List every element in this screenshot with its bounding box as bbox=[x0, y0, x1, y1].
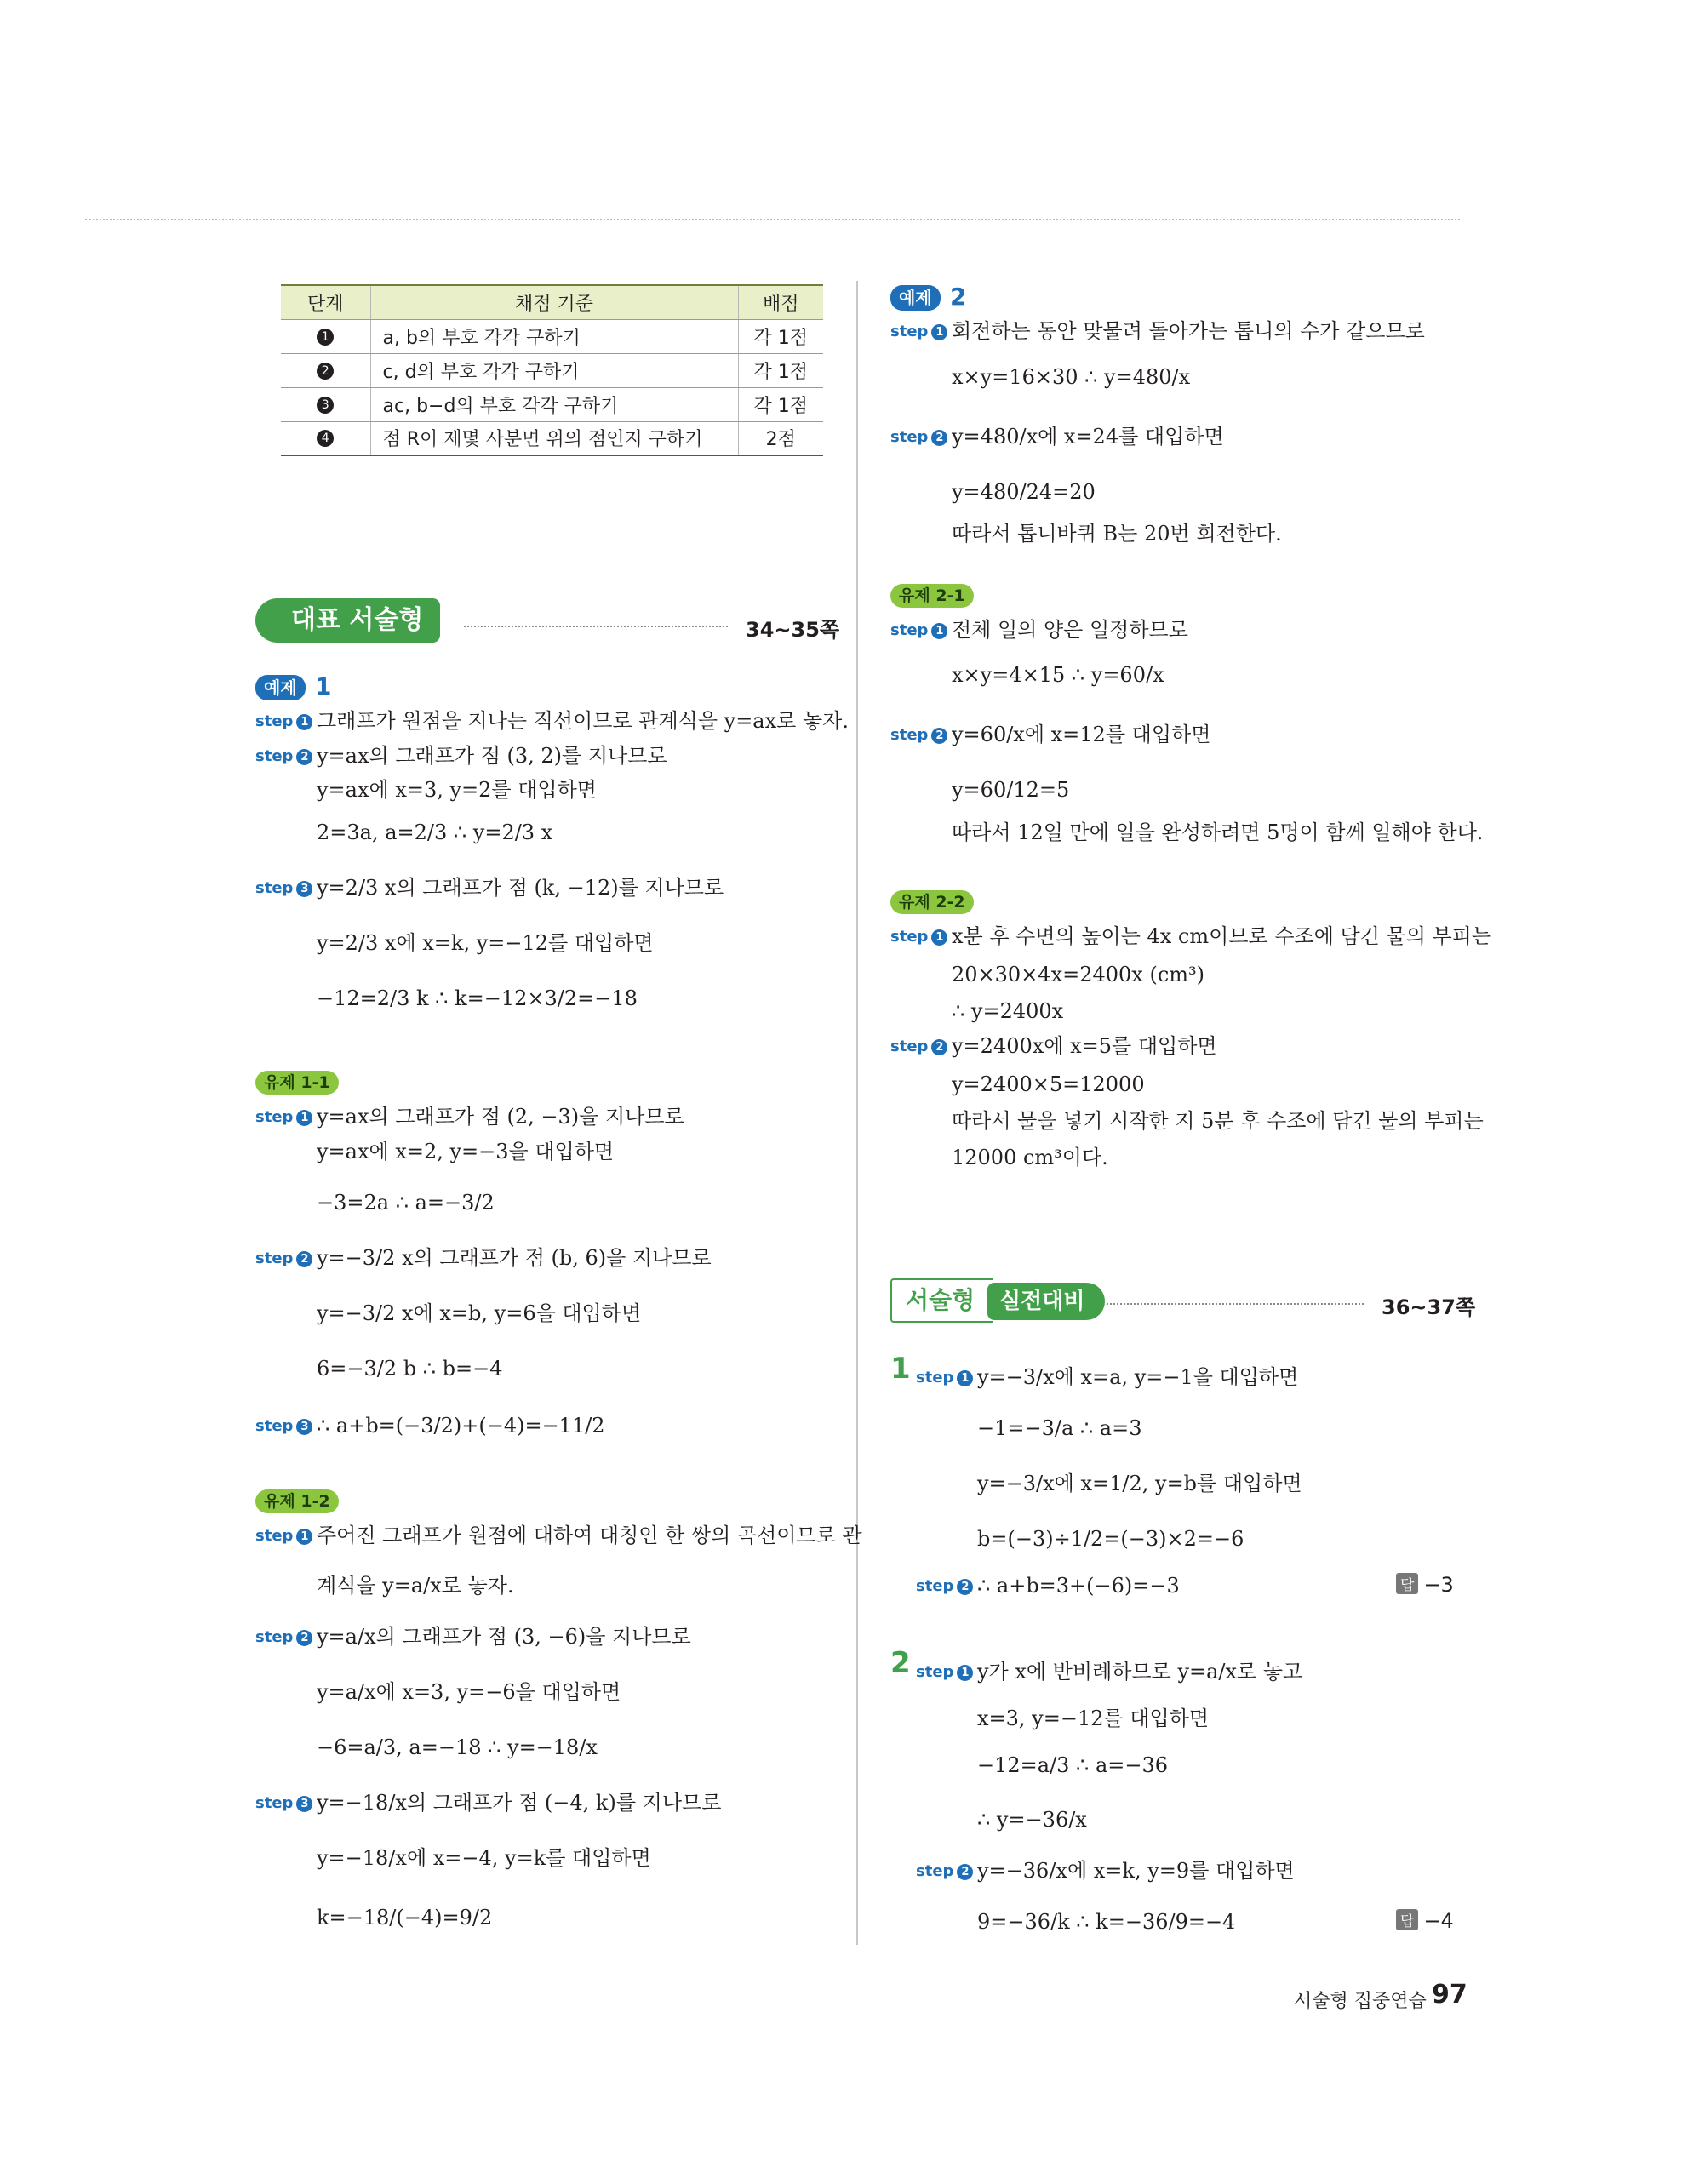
solution-line: y=−3/x에 x=1/2, y=b를 대입하면 bbox=[977, 1472, 1302, 1495]
table-header-row bbox=[281, 285, 823, 319]
solution-line: y=a/x의 그래프가 점 (3, −6)을 지나므로 bbox=[317, 1625, 691, 1649]
example-tag: 예제 bbox=[890, 285, 941, 311]
solution-line: y=2/3 x에 x=k, y=−12를 대입하면 bbox=[317, 931, 654, 955]
step-label: step 2 bbox=[890, 1038, 947, 1055]
step-number-badge: 3 bbox=[296, 1419, 312, 1435]
solution-line: y=−3/2 x의 그래프가 점 (b, 6)을 지나므로 bbox=[317, 1246, 712, 1270]
solution-line: x분 후 수면의 높이는 4x cm이므로 수조에 담긴 물의 부피는 bbox=[952, 924, 1492, 948]
step-label: step 1 bbox=[916, 1663, 973, 1681]
solution-line: y=480/24=20 bbox=[952, 480, 1096, 504]
step-number-badge: 2 bbox=[931, 728, 947, 744]
answer-value: −4 bbox=[1423, 1909, 1454, 1933]
table-cell-points: 2점 bbox=[738, 421, 823, 455]
solution-line: ∴ y=2400x bbox=[952, 999, 1064, 1023]
scoring-table bbox=[281, 284, 823, 456]
solution-line: −12=2/3 k ∴ k=−12×3/2=−18 bbox=[317, 986, 638, 1010]
example-number: 1 bbox=[315, 672, 332, 700]
problem-number: 2 bbox=[890, 1646, 911, 1680]
step-label: step 1 bbox=[890, 323, 947, 340]
solution-line: 따라서 12일 만에 일을 완성하려면 5명이 함께 일해야 한다. bbox=[952, 820, 1484, 844]
column-divider bbox=[856, 281, 858, 1945]
section-dotted-leader bbox=[464, 626, 728, 627]
step-label: step 3 bbox=[255, 1794, 312, 1812]
step-number-badge: 3 bbox=[317, 397, 334, 414]
exercise-tag: 유제 2-2 bbox=[890, 890, 974, 914]
step-number-badge: 3 bbox=[296, 881, 312, 897]
table-cell-criterion: a, b의 부호 각각 구하기 bbox=[370, 319, 738, 353]
solution-line: 12000 cm³이다. bbox=[952, 1146, 1108, 1169]
table-header-points: 배점 bbox=[738, 285, 823, 319]
solution-line: b=(−3)÷1/2=(−3)×2=−6 bbox=[977, 1527, 1244, 1551]
solution-line: y=60/x에 x=12를 대입하면 bbox=[952, 723, 1211, 746]
exercise-tag: 유제 1-1 bbox=[255, 1071, 339, 1095]
solution-line: 2=3a, a=2/3 ∴ y=2/3 x bbox=[317, 820, 553, 844]
table-row bbox=[281, 353, 823, 387]
solution-line: x×y=4×15 ∴ y=60/x bbox=[952, 663, 1164, 687]
step-label: step 1 bbox=[890, 621, 947, 639]
solution-line: 주어진 그래프가 원점에 대하여 대칭인 한 쌍의 곡선이므로 관 bbox=[317, 1524, 862, 1547]
table-cell-points: 각 1점 bbox=[738, 353, 823, 387]
step-label: step 2 bbox=[916, 1577, 973, 1595]
solution-line: y=ax의 그래프가 점 (2, −3)을 지나므로 bbox=[317, 1105, 684, 1129]
problem-number: 1 bbox=[890, 1352, 911, 1386]
solution-line: y=2/3 x의 그래프가 점 (k, −12)를 지나므로 bbox=[317, 876, 724, 900]
solution-line: 회전하는 동안 맞물려 돌아가는 톱니의 수가 같으므로 bbox=[952, 319, 1425, 343]
solution-line: −3=2a ∴ a=−3/2 bbox=[317, 1191, 495, 1215]
step-number-badge: 1 bbox=[931, 324, 947, 340]
step-label: step 2 bbox=[890, 428, 947, 446]
solution-line: k=−18/(−4)=9/2 bbox=[317, 1906, 493, 1930]
exercise-tag: 유제 1-2 bbox=[255, 1489, 339, 1513]
step-number-badge: 2 bbox=[296, 749, 312, 765]
table-row bbox=[281, 319, 823, 353]
step-number-badge: 1 bbox=[957, 1665, 973, 1681]
step-label: step 1 bbox=[890, 928, 947, 946]
solution-line: 따라서 물을 넣기 시작한 지 5분 후 수조에 담긴 물의 부피는 bbox=[952, 1109, 1484, 1133]
solution-line: y=2400x에 x=5를 대입하면 bbox=[952, 1034, 1217, 1058]
example-number: 2 bbox=[950, 283, 967, 311]
step-number-badge: 3 bbox=[296, 1796, 312, 1812]
solution-line: y=2400×5=12000 bbox=[952, 1072, 1145, 1096]
step-number-badge: 2 bbox=[296, 1251, 312, 1267]
exercise-tag: 유제 2-1 bbox=[890, 584, 974, 608]
step-number-badge: 1 bbox=[296, 1110, 312, 1126]
step-number-badge: 2 bbox=[931, 430, 947, 446]
table-row bbox=[281, 421, 823, 455]
step-label: step 3 bbox=[255, 1417, 312, 1435]
solution-line: −1=−3/a ∴ a=3 bbox=[977, 1416, 1142, 1440]
table-cell-points: 각 1점 bbox=[738, 319, 823, 353]
table-cell-points: 각 1점 bbox=[738, 387, 823, 421]
solution-line: y가 x에 반비례하므로 y=a/x로 놓고 bbox=[977, 1660, 1303, 1684]
top-dotted-rule bbox=[85, 219, 1460, 220]
solution-line: 6=−3/2 b ∴ b=−4 bbox=[317, 1357, 503, 1381]
solution-line: ∴ a+b=(−3/2)+(−4)=−11/2 bbox=[317, 1414, 605, 1438]
solution-line: y=−3/2 x에 x=b, y=6을 대입하면 bbox=[317, 1301, 642, 1325]
solution-line: −12=a/3 ∴ a=−36 bbox=[977, 1753, 1169, 1777]
section-page-range: 36~37쪽 bbox=[1382, 1295, 1476, 1319]
step-number-badge: 1 bbox=[931, 929, 947, 946]
step-label: step 1 bbox=[255, 1108, 312, 1126]
solution-line: y=ax에 x=3, y=2를 대입하면 bbox=[317, 778, 597, 802]
solution-line: 계식을 y=a/x로 놓자. bbox=[317, 1574, 514, 1598]
solution-line: y=a/x에 x=3, y=−6을 대입하면 bbox=[317, 1680, 621, 1704]
answer bbox=[1396, 1573, 1454, 1597]
solution-line: −6=a/3, a=−18 ∴ y=−18/x bbox=[317, 1735, 598, 1759]
solution-line: y=−36/x에 x=k, y=9를 대입하면 bbox=[977, 1859, 1295, 1883]
solution-line: x×y=16×30 ∴ y=480/x bbox=[952, 365, 1191, 389]
step-number-badge: 1 bbox=[957, 1370, 973, 1386]
answer-value: −3 bbox=[1423, 1573, 1454, 1597]
table-row bbox=[281, 387, 823, 421]
step-number-badge: 2 bbox=[957, 1579, 973, 1595]
step-label: step 2 bbox=[255, 1628, 312, 1646]
step-number-badge: 2 bbox=[317, 363, 334, 380]
step-number-badge: 2 bbox=[296, 1630, 312, 1646]
solution-line: 9=−36/k ∴ k=−36/9=−4 bbox=[977, 1910, 1236, 1934]
solution-line: 따라서 톱니바퀴 B는 20번 회전한다. bbox=[952, 522, 1282, 546]
section-dotted-leader bbox=[1107, 1303, 1364, 1305]
solution-line: y=−18/x에 x=−4, y=k를 대입하면 bbox=[317, 1846, 651, 1870]
step-number-badge: 2 bbox=[957, 1864, 973, 1880]
step-number-badge: 1 bbox=[317, 329, 334, 346]
answer-label: 답 bbox=[1396, 1573, 1418, 1594]
solution-line: y=60/12=5 bbox=[952, 778, 1070, 802]
section-title-essay: 서술형 bbox=[890, 1278, 993, 1323]
section-title-representative: 대표 서술형 bbox=[255, 598, 440, 643]
solution-line: y=ax에 x=2, y=−3을 대입하면 bbox=[317, 1140, 615, 1163]
step-label: step 1 bbox=[916, 1369, 973, 1386]
solution-line: y=−3/x에 x=a, y=−1을 대입하면 bbox=[977, 1365, 1299, 1389]
step-number-badge: 1 bbox=[296, 714, 312, 730]
footer-title: 서술형 집중연습 bbox=[1294, 1991, 1427, 2012]
solution-line: 20×30×4x=2400x (cm³) bbox=[952, 963, 1204, 986]
solution-line: y=480/x에 x=24를 대입하면 bbox=[952, 425, 1224, 449]
step-number-badge: 1 bbox=[931, 623, 947, 639]
solution-line: ∴ y=−36/x bbox=[977, 1808, 1087, 1832]
step-label: step 1 bbox=[255, 712, 312, 730]
step-number-badge: 4 bbox=[317, 430, 334, 447]
solution-line: 전체 일의 양은 일정하므로 bbox=[952, 618, 1188, 642]
step-label: step 2 bbox=[890, 726, 947, 744]
table-cell-criterion: 점 R이 제몇 사분면 위의 점인지 구하기 bbox=[370, 421, 738, 455]
table-cell-criterion: c, d의 부호 각각 구하기 bbox=[370, 353, 738, 387]
solution-line: x=3, y=−12를 대입하면 bbox=[977, 1707, 1210, 1730]
example-tag: 예제 bbox=[255, 675, 306, 700]
section-page-range: 34~35쪽 bbox=[746, 618, 840, 642]
step-label: step 2 bbox=[255, 747, 312, 765]
table-cell-criterion: ac, b−d의 부호 각각 구하기 bbox=[370, 387, 738, 421]
section-title-practice: 실전대비 bbox=[987, 1283, 1105, 1320]
step-label: step 3 bbox=[255, 879, 312, 897]
page-number: 97 bbox=[1432, 1980, 1467, 2010]
step-label: step 1 bbox=[255, 1527, 312, 1545]
solution-line: ∴ a+b=3+(−6)=−3 bbox=[977, 1574, 1180, 1598]
step-label: step 2 bbox=[916, 1862, 973, 1880]
solution-line: y=ax의 그래프가 점 (3, 2)를 지나므로 bbox=[317, 744, 667, 768]
table-header-criterion: 채점 기준 bbox=[370, 285, 738, 319]
step-label: step 2 bbox=[255, 1249, 312, 1267]
step-number-badge: 2 bbox=[931, 1039, 947, 1055]
answer-label: 답 bbox=[1396, 1909, 1418, 1930]
solution-line: 그래프가 원점을 지나는 직선이므로 관계식을 y=ax로 놓자. bbox=[317, 709, 849, 733]
table-header-step: 단계 bbox=[281, 285, 370, 319]
answer bbox=[1396, 1909, 1454, 1933]
solution-line: y=−18/x의 그래프가 점 (−4, k)를 지나므로 bbox=[317, 1791, 722, 1815]
step-number-badge: 1 bbox=[296, 1529, 312, 1545]
